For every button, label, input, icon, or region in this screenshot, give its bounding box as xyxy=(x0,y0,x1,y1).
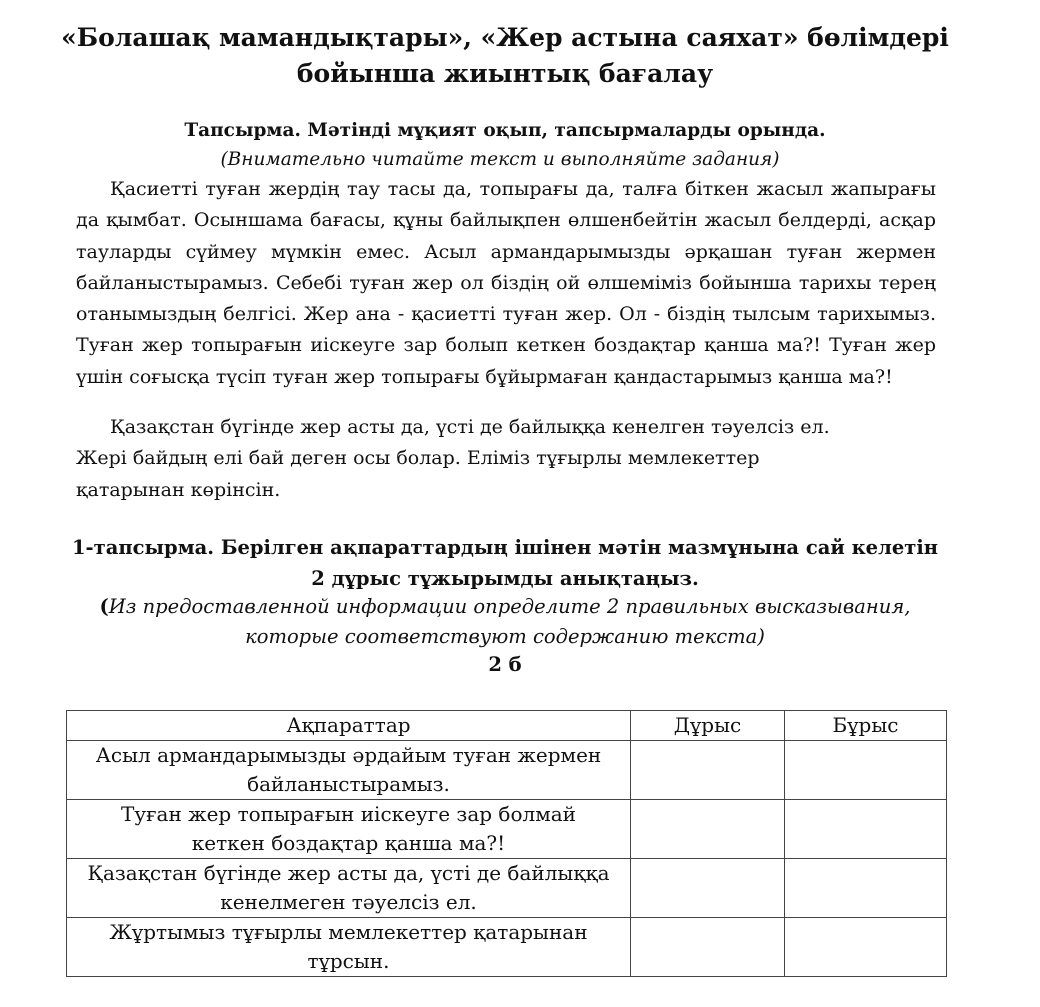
true-answer-cell[interactable] xyxy=(631,918,785,977)
task1-heading xyxy=(40,532,970,594)
task-subheading: (Внимательно читайте текст и выполняйте задания) xyxy=(220,149,780,170)
task1-score: 2 б xyxy=(488,653,522,676)
statement-cell xyxy=(67,741,631,800)
statement-line: Жұртымыз тұғырлы мемлекеттер қатарынан xyxy=(109,920,588,944)
task1-instructions-line-1: Из предоставленной информации определите 2 правильных высказывания, xyxy=(108,595,911,618)
false-answer-cell[interactable] xyxy=(785,741,947,800)
statement-line: тұрсын. xyxy=(307,949,390,973)
table-row xyxy=(67,859,947,918)
task-heading: Тапсырма. Мәтінді мұқият оқып, тапсырмаларды орында. xyxy=(184,120,826,141)
text-paragraph-2 xyxy=(76,412,936,506)
statement-cell xyxy=(67,918,631,977)
false-answer-cell[interactable] xyxy=(785,918,947,977)
document-title xyxy=(40,20,970,92)
header-false: Бұрыс xyxy=(785,711,947,741)
task1-instructions xyxy=(60,592,950,652)
false-answer-cell[interactable] xyxy=(785,800,947,859)
statement-line: кеткен боздақтар қанша ма?! xyxy=(191,831,506,855)
statement-line: Туған жер топырағын иіскеуге зар болмай xyxy=(120,802,577,826)
table-header-row xyxy=(67,711,947,741)
title-line-2: бойынша жиынтық бағалау xyxy=(296,59,714,88)
answer-table xyxy=(66,710,947,977)
paragraph-2-line-3: қатарынан көрінсін. xyxy=(76,478,281,501)
statement-line: Қазақстан бүгінде жер асты да, үсті де байлыққа xyxy=(87,861,610,885)
statement-line: байланыстырамыз. xyxy=(247,772,450,796)
table-row xyxy=(67,800,947,859)
table-row xyxy=(67,918,947,977)
task1-instructions-open-paren: ( xyxy=(99,595,109,618)
task1-heading-line-2: 2 дұрыс тұжырымды анықтаңыз. xyxy=(311,567,699,590)
statement-line: Асыл армандарымызды әрдайым туған жермен xyxy=(95,743,602,767)
task1-instructions-line-2: которые соответствуют содержанию текста) xyxy=(245,625,765,648)
title-line-1: «Болашақ мамандықтары», «Жер астына саяхат» бөлімдері xyxy=(61,23,949,52)
true-answer-cell[interactable] xyxy=(631,800,785,859)
paragraph-2-line-1: Қазақстан бүгінде жер асты да, үсті де байлыққа кенелген тәуелсіз ел. xyxy=(110,416,830,438)
true-answer-cell[interactable] xyxy=(631,859,785,918)
false-answer-cell[interactable] xyxy=(785,859,947,918)
table-row xyxy=(67,741,947,800)
text-paragraph-1: Қасиетті туған жердің тау тасы да, топырағы да, талға біткен жасыл жапырағы да қымбат. Осыншама бағасы, құны байлықпен өлшенбейтін жасыл белдерді, асқар тауларды сүймеу мүмкін емес. Асыл армандарымызды әрқашан туған жермен байланыстырамыз. Себебі туған жер ол біздің ой өлшеміміз бойынша тарихы терең отанымыздың белгісі. Жер ана - қасиетті туған жер. Ол - біздің тылсым тарихымыз. Туған жер топырағын иіскеуге зар болып кеткен боздақтар қанша ма?! Туған жер үшін соғысқа түсіп туған жер топырағы бұйырмаған қандастарымыз қанша ма?! xyxy=(76,178,936,388)
header-information: Ақпараттар xyxy=(67,711,631,741)
statement-cell xyxy=(67,859,631,918)
task1-heading-line-1: 1-тапсырма. Берілген ақпараттардың ішінен мәтін мазмұнына сай келетін xyxy=(71,536,939,559)
statement-cell xyxy=(67,800,631,859)
paragraph-2-line-2: Жері байдың елі бай деген осы болар. Еліміз тұғырлы мемлекеттер xyxy=(76,447,760,470)
statement-line: кенелмеген тәуелсіз ел. xyxy=(220,890,477,914)
true-answer-cell[interactable] xyxy=(631,741,785,800)
header-true: Дұрыс xyxy=(631,711,785,741)
